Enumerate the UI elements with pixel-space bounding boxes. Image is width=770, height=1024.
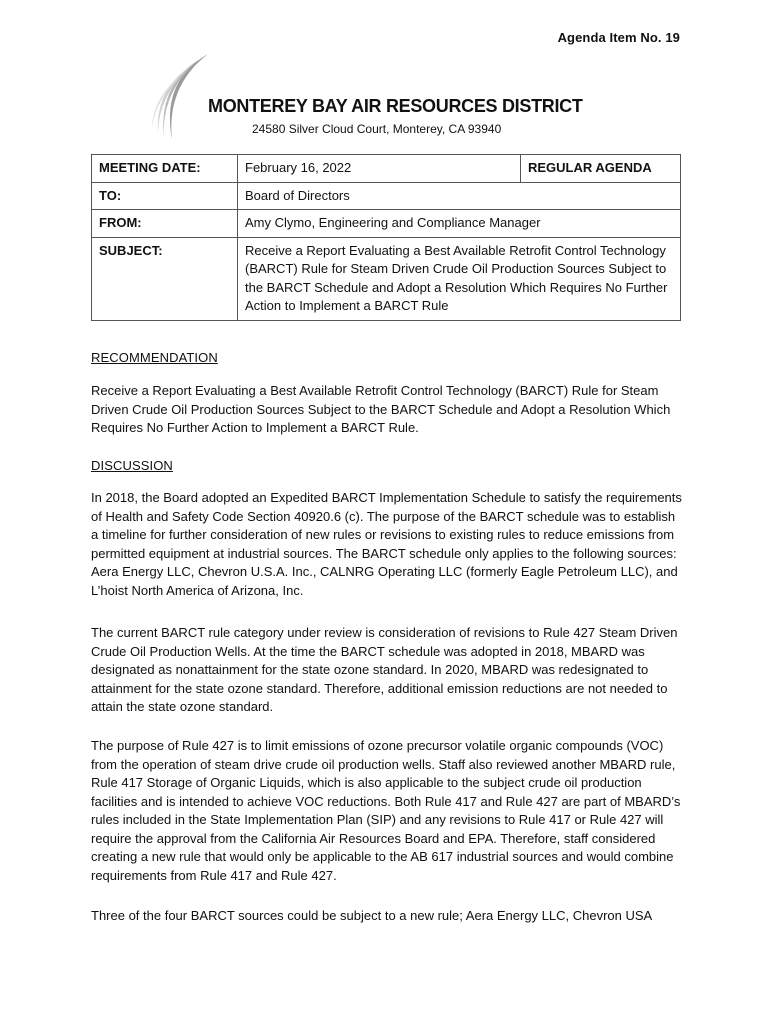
subject-row xyxy=(92,237,681,320)
subject-label: SUBJECT: xyxy=(92,237,238,320)
organization-name: MONTEREY BAY AIR RESOURCES DISTRICT xyxy=(208,96,583,116)
from-label: FROM: xyxy=(92,210,238,238)
meeting-date-label: MEETING DATE: xyxy=(92,155,238,183)
recommendation-text: Receive a Report Evaluating a Best Available Retrofit Control Technology (BARCT) Rule for Steam Driven Crude Oil Production Sources Subject to the BARCT Schedule and Adopt a Resolution Which Requires No Further Action to Implement a BARCT Rule. xyxy=(91,383,671,435)
organization-address: 24580 Silver Cloud Court, Monterey, CA 93940 xyxy=(252,122,502,136)
to-value: Board of Directors xyxy=(238,182,681,210)
from-row xyxy=(92,210,681,238)
to-label: TO: xyxy=(92,182,238,210)
recommendation-heading: RECOMMENDATION xyxy=(91,350,218,365)
discussion-paragraph: The purpose of Rule 427 is to limit emissions of ozone precursor volatile organic compounds (VOC) from the operation of steam drive crude oil production wells. Staff also reviewed another MBARD rule, Rule 417 Storage of Organic Liquids, which is also applicable to the subject crude oil production facilities and is intended to achieve VOC reductions. Both Rule 417 and Rule 427 are part of MBARD’s rules included in the State Implementation Plan (SIP) and any revisions to Rule 417 or Rule 427 will require the approval from the California Air Resources Board and EPA. Therefore, staff considered creating a new rule that would only be applicable to the AB 617 industrial sources and would combine requirements from Rule 417 and Rule 427. xyxy=(91,738,681,883)
agenda-type: REGULAR AGENDA xyxy=(521,155,681,183)
from-value: Amy Clymo, Engineering and Compliance Manager xyxy=(238,210,681,238)
meeting-date-value: February 16, 2022 xyxy=(238,155,521,183)
discussion-paragraph: Three of the four BARCT sources could be subject to a new rule; Aera Energy LLC, Chevron USA xyxy=(91,908,653,923)
meeting-date-row xyxy=(92,155,681,183)
subject-value: Receive a Report Evaluating a Best Available Retrofit Control Technology (BARCT) Rule for Steam Driven Crude Oil Production Sources Subject to the BARCT Schedule and Adopt a Resolution Which Requires No Further Action to Implement a BARCT Rule xyxy=(238,237,681,320)
to-row xyxy=(92,182,681,210)
discussion-heading: DISCUSSION xyxy=(91,458,173,473)
discussion-paragraph: The current BARCT rule category under review is consideration of revisions to Rule 427 Steam Driven Crude Oil Production Wells. At the time the BARCT schedule was adopted in 2018, MBARD was designated as nonattainment for the state ozone standard. In 2020, MBARD was redesignated to attainment for the state ozone standard. Therefore, additional emission reductions are not needed to attain the state ozone standard. xyxy=(91,625,678,714)
meeting-info-table xyxy=(91,154,681,321)
agenda-item-number: Agenda Item No. 19 xyxy=(557,30,680,45)
discussion-paragraph: In 2018, the Board adopted an Expedited BARCT Implementation Schedule to satisfy the requirements of Health and Safety Code Section 40920.6 (c). The purpose of the BARCT schedule was to establish a timeline for further consideration of new rules or revisions to existing rules to reduce emissions from permitted equipment at industrial sources. The BARCT schedule only applies to the following sources: Aera Energy LLC, Chevron U.S.A. Inc., CALNRG Operating LLC (formerly Eagle Petroleum LLC), and L’hoist North America of Arizona, Inc. xyxy=(91,490,682,598)
